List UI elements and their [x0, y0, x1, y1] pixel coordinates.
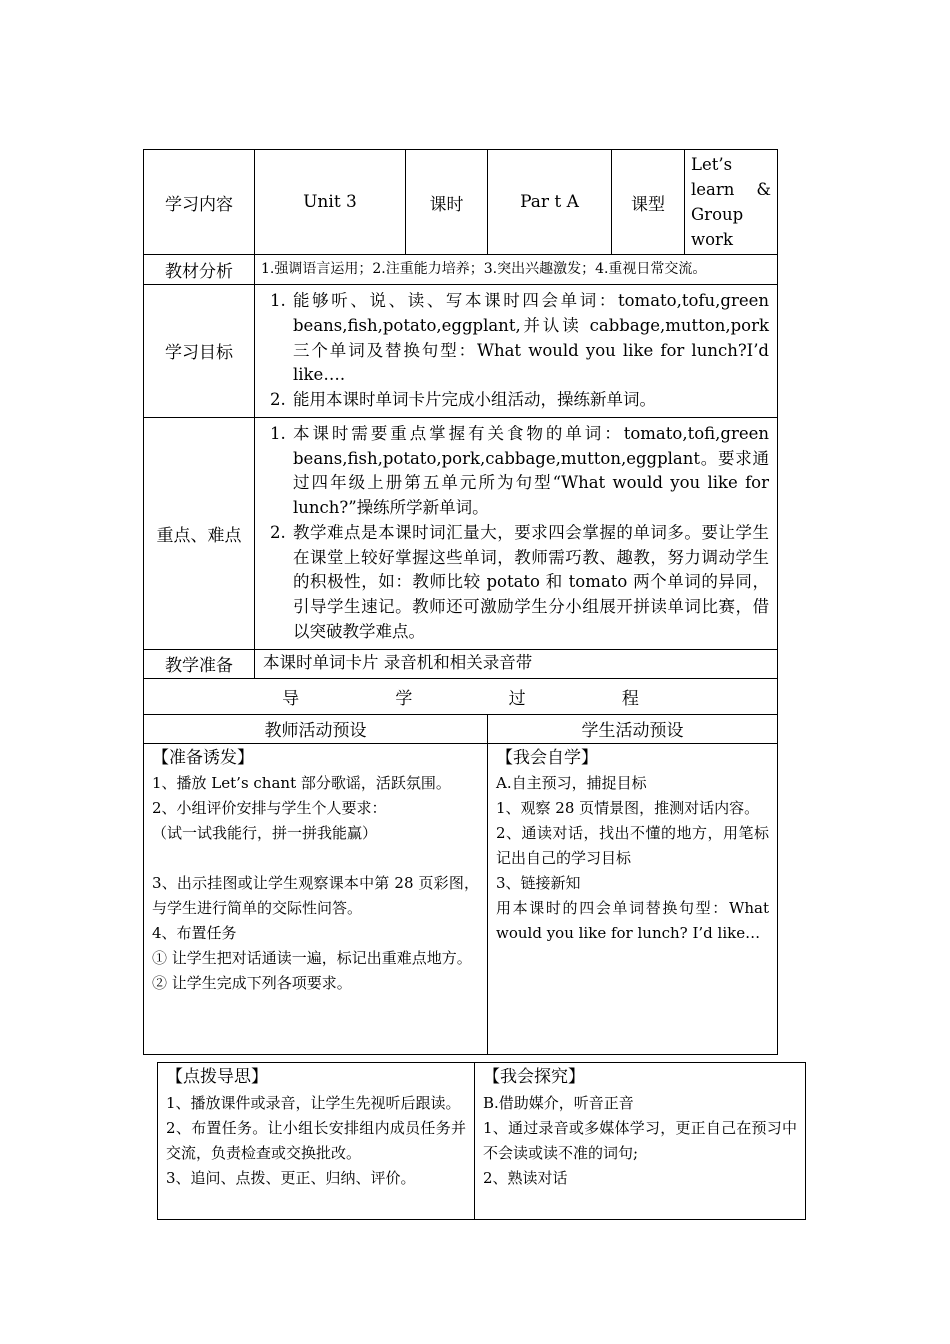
teacher-activities: [144, 743, 488, 1054]
period-label: 课时: [406, 150, 488, 255]
row-analysis: [144, 255, 778, 285]
row-prep: [144, 649, 778, 678]
goal-item-1: 1. 能够听、说、读、写本课时四会单词：tomato,tofu,green beans,fish,potato,eggplant,并认读 cabbage,mutton,pork 三个单词及替换句型：What would you like for lunch?I’d like….: [291, 289, 769, 388]
type-word-2: learn: [691, 180, 735, 199]
student-line-5: 用本课时的四会单词替换句型：What would you like for lunch? I’d like…: [496, 899, 769, 942]
goal-item-2: 2. 能用本课时单词卡片完成小组活动，操练新单词。: [291, 388, 769, 413]
process-char-2: 学: [395, 688, 413, 709]
guidance-table: [157, 1062, 806, 1220]
guidance-line-1: 1、播放课件或录音，让学生先视听后跟读。: [166, 1093, 461, 1112]
part-value: Par t A: [488, 150, 612, 255]
row-keypoints: [144, 417, 778, 649]
unit-value: Unit 3: [255, 150, 406, 255]
guidance-cell: [158, 1063, 475, 1220]
teacher-line-5: 3、出示挂图或让学生观察课本中第 28 页彩图，与学生进行简单的交际性问答。: [152, 874, 479, 917]
teacher-line-7: ① 让学生把对话通读一遍，标记出重难点地方。: [152, 949, 472, 967]
teacher-line-6: 4、布置任务: [152, 924, 237, 942]
goals-label: 学习目标: [144, 285, 255, 418]
teacher-line-8: ② 让学生完成下列各项要求。: [152, 974, 352, 992]
student-title: 【我会自学】: [496, 747, 598, 768]
guidance-title: 【点拨导思】: [166, 1067, 268, 1087]
row-activities: [144, 743, 778, 1054]
row-process-heading: [144, 678, 778, 714]
teacher-title: 【准备诱发】: [152, 747, 254, 768]
teacher-header: 教师活动预设: [144, 714, 488, 743]
student-activities: [488, 743, 778, 1054]
explore-line-2: 1、通过录音或多媒体学习，更正自己在预习中不会读或读不准的词句;: [483, 1118, 797, 1162]
keypoints-cell: [255, 417, 778, 649]
row-activity-headers: [144, 714, 778, 743]
student-line-3: 2、通读对话，找出不懂的地方，用笔标记出自己的学习目标: [496, 824, 769, 867]
type-word-3: &: [756, 180, 771, 199]
keypoints-label: 重点、难点: [144, 417, 255, 649]
keypoint-item-1: 1. 本课时需要重点掌握有关食物的单词：tomato,tofi,green beans,fish,potato,pork,cabbage,mutton,eggplant。要求通过四年级上册第五单元所为句型“What would you like for lunch?”操练所学新单词。: [291, 422, 769, 521]
analysis-text: 1.强调语言运用；2.注重能力培养；3.突出兴趣激发；4.重视日常交流。: [255, 255, 778, 285]
guidance-line-3: 3、追问、点拨、更正、归纳、评价。: [166, 1168, 416, 1187]
process-heading: [144, 678, 778, 714]
student-header: 学生活动预设: [488, 714, 778, 743]
student-line-1: A.自主预习，捕捉目标: [496, 774, 647, 792]
explore-line-1: B.借助媒介，听音正音: [483, 1093, 634, 1112]
type-label: 课型: [612, 150, 685, 255]
row-guidance: [158, 1063, 806, 1220]
prep-text: 本课时单词卡片 录音机和相关录音带: [255, 649, 778, 678]
type-word-5: work: [691, 230, 733, 249]
type-word-4: Group: [691, 205, 744, 224]
student-line-2: 1、观察 28 页情景图，推测对话内容。: [496, 799, 760, 817]
guidance-line-2: 2、布置任务。让小组长安排组内成员任务并交流，负责检查或交换批改。: [166, 1118, 466, 1162]
process-char-3: 过: [508, 688, 526, 709]
row-goals: [144, 285, 778, 418]
explore-title: 【我会探究】: [483, 1067, 585, 1087]
prep-label: 教学准备: [144, 649, 255, 678]
content-label: 学习内容: [144, 150, 255, 255]
teacher-line-2: 2、小组评价安排与学生个人要求：: [152, 799, 387, 817]
lesson-plan-table: [143, 149, 778, 1055]
row-content: [144, 150, 778, 255]
analysis-label: 教材分析: [144, 255, 255, 285]
type-word-1: Let’s: [691, 155, 733, 174]
keypoint-item-2: 2. 教学难点是本课时词汇量大，要求四会掌握的单词多。要让学生在课堂上较好掌握这些单词，教师需巧教、趣教，努力调动学生的积极性，如：教师比较 potato 和 tomato 两个单词的异同，引导学生速记。教师还可激励学生分小组展开拼读单词比赛，借以突破教学难点。: [291, 521, 769, 645]
explore-line-3: 2、熟读对话: [483, 1168, 568, 1187]
teacher-line-4: [152, 846, 479, 871]
type-value: [685, 150, 778, 255]
process-char-4: 程: [621, 688, 639, 709]
goals-cell: [255, 285, 778, 418]
process-char-1: 导: [282, 688, 300, 709]
student-line-4: 3、链接新知: [496, 874, 581, 892]
teacher-line-1: 1、播放 Let’s chant 部分歌谣，活跃氛围。: [152, 774, 451, 792]
explore-cell: [475, 1063, 806, 1220]
teacher-line-3: （试一试我能行，拼一拼我能赢）: [152, 824, 378, 842]
